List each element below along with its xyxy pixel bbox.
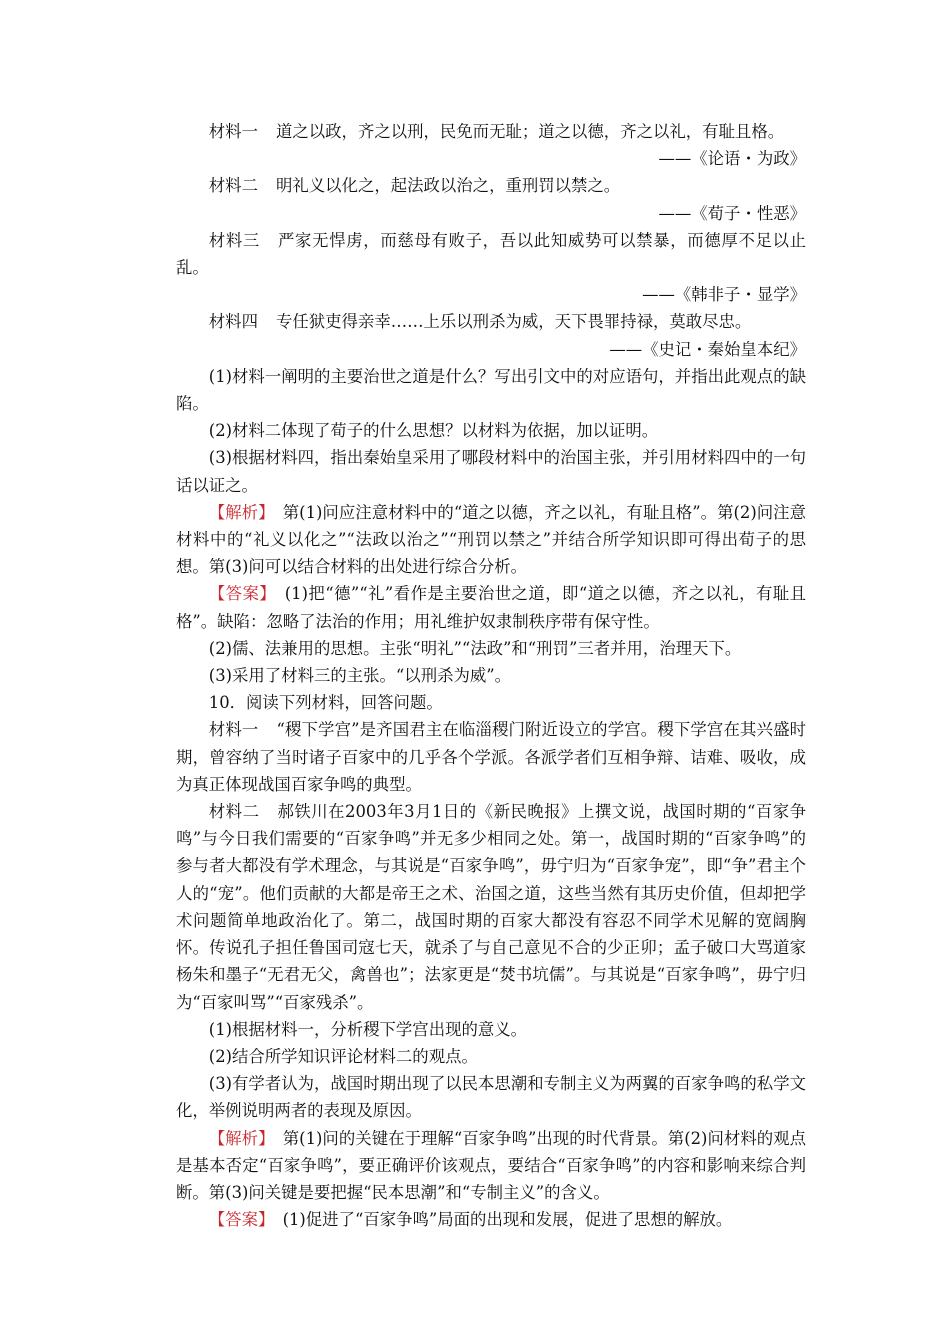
analysis-tag: 【解析】	[208, 502, 267, 522]
q10-question-2: (2)结合所学知识评论材料二的观点。	[208, 1046, 478, 1066]
material-label: 材料四	[208, 312, 258, 332]
q9-question-1: (1)材料一阐明的主要治世之道是什么？写出引文中的对应语句，并指出此观点的缺陷。	[176, 366, 806, 414]
answer-tag: 【答案】	[208, 584, 268, 604]
material-text: 郝铁川在2003年3月1日的《新民晚报》上撰文说，战国时期的“百家争鸣”与今日我们需要的“百家争鸣”并无多少相同之处。第一，战国时期的“百家争鸣”的参与者大都没有学术理念，与其说是“百家争鸣”，毋宁归为“百家争宠”，即“争”君主个人的“宠”。他们贡献的大都是帝王之术、治国之道，这些当然有其历史价值，但却把学术问题简单地政治化了。第二，战国时期的百家大都没有容忍不同学术见解的宽阔胸怀。传说孔子担任鲁国司寇七天，就杀了与自己意见不合的少正卯；孟子破口大骂道家杨朱和墨子“无君无父，禽兽也”；法家更是“焚书坑儒”。与其说是“百家争鸣”，毋宁归为“百家叫骂”“百家残杀”。	[176, 802, 806, 1012]
q9-answer-2: (2)儒、法兼用的思想。主张“明礼”“法政”和“刑罚”三者并用，治理天下。	[208, 638, 742, 658]
material-label: 材料二	[208, 176, 258, 196]
q10-heading: 10．阅读下列材料，回答问题。	[208, 693, 443, 713]
q9-material-2	[176, 172, 806, 199]
q9-material-2-source: ——《荀子・性恶》	[658, 203, 806, 223]
q9-material-4-source: ——《史记・秦始皇本纪》	[609, 339, 806, 359]
q10-material-2	[176, 798, 806, 1016]
material-label: 材料一	[208, 122, 258, 141]
material-text: 道之以政，齐之以刑，民免而无耻；道之以德，齐之以礼，有耻且格。	[276, 122, 785, 141]
q10-material-1	[176, 716, 806, 798]
answer-text: (1)把“德”“礼”看作是主要治世之道，即“道之以德，齐之以礼，有耻且格”。缺陷：忽略了法治的作用；用礼维护奴隶制秩序带有保守性。	[176, 584, 807, 631]
material-text: 明礼义以化之，起法政以治之，重刑罚以禁之。	[276, 176, 621, 196]
q10-question-1: (1)根据材料一，分析稷下学宫出现的意义。	[208, 1019, 528, 1039]
material-text: 专任狱吏得亲幸……上乐以刑杀为威，天下畏罪持禄，莫敢尽忠。	[276, 312, 752, 332]
answer-text: (1)促进了“百家争鸣”局面的出现和发展，促进了思想的解放。	[282, 1210, 733, 1230]
q10-question-3: (3)有学者认为，战国时期出现了以民本思潮和专制主义为两翼的百家争鸣的私学文化，举例说明两者的表现及原因。	[176, 1074, 806, 1121]
material-text: 严家无悍虏，而慈母有败子，吾以此知威势可以禁暴，而德厚不足以止乱。	[176, 230, 807, 278]
q10-analysis	[176, 1125, 806, 1207]
material-label: 材料二	[208, 802, 260, 822]
analysis-text: 第(1)问的关键在于理解“百家争鸣”出现的时代背景。第(2)问材料的观点是基本否定“百家争鸣”，要正确评价该观点，要结合“百家争鸣”的内容和影响来综合判断。第(3)问关键是要把握“民本思潮”和“专制主义”的含义。	[176, 1128, 806, 1202]
material-text: “稷下学宫”是齐国君主在临淄稷门附近设立的学宫。稷下学宫在其兴盛时期，曾容纳了当时诸子百家中的几乎各个学派。各派学者们互相争辩、诘难、吸收，成为真正体现战国百家争鸣的典型。	[176, 720, 807, 794]
q9-material-3	[176, 227, 806, 281]
q9-material-3-source: ——《韩非子・显学》	[642, 285, 806, 305]
q9-analysis	[176, 499, 806, 581]
q9-question-2: (2)材料二体现了荀子的什么思想？以材料为依据，加以证明。	[208, 421, 659, 441]
q10-answer-1	[176, 1206, 806, 1233]
q9-answer-3: (3)采用了材料三的主张。“以刑杀为威”。	[208, 666, 512, 686]
q9-answer-1	[176, 580, 806, 634]
analysis-tag: 【解析】	[208, 1128, 267, 1148]
material-label: 材料三	[208, 230, 260, 250]
analysis-text: 第(1)问应注意材料中的“道之以德，齐之以礼，有耻且格”。第(2)问注意材料中的“礼义以化之”“法政以治之”“刑罚以禁之”并结合所学知识即可得出荀子的思想。第(3)问可以结合材料的出处进行综合分析。	[176, 502, 806, 577]
q9-material-1	[176, 118, 806, 145]
answer-tag: 【答案】	[208, 1210, 267, 1230]
material-label: 材料一	[208, 720, 259, 740]
q9-material-4	[176, 308, 806, 335]
q9-question-3: (3)根据材料四，指出秦始皇采用了哪段材料中的治国主张，并引用材料四中的一句话以证之。	[176, 448, 806, 495]
document-body	[176, 118, 806, 1233]
q9-material-1-source: ——《论语・为政》	[658, 149, 806, 169]
